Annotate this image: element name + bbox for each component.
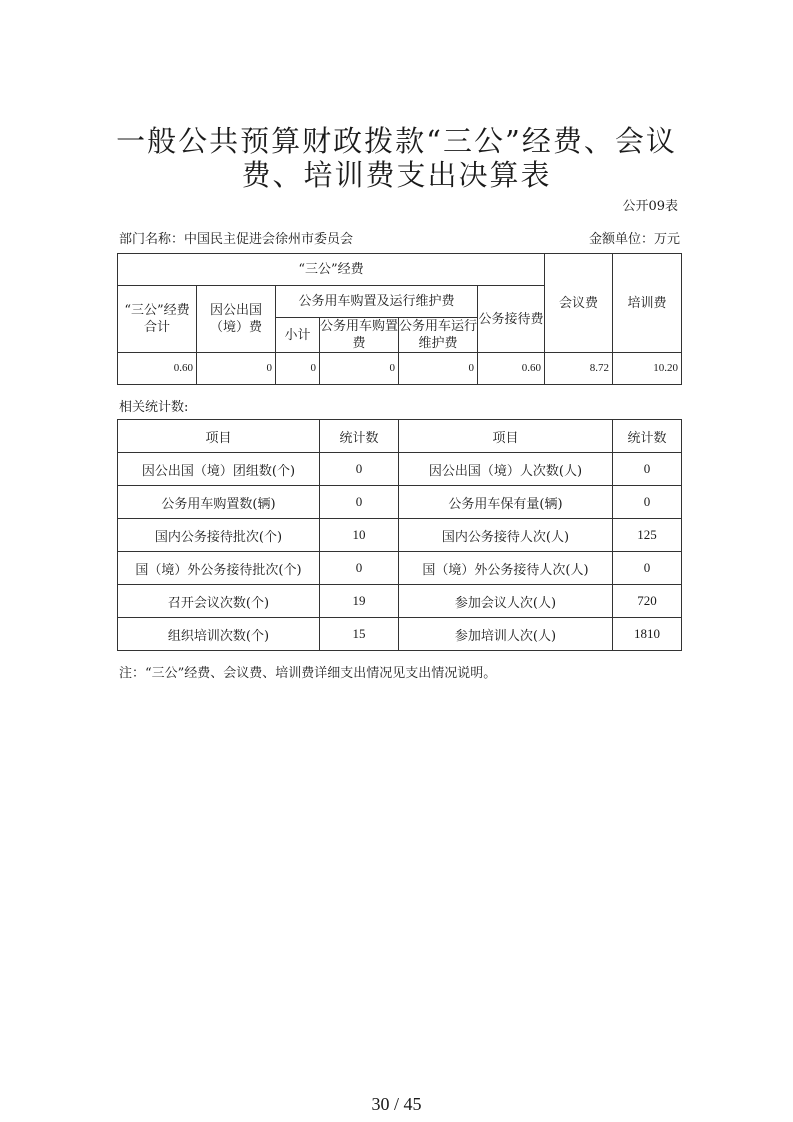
page-number: 30 / 45 bbox=[371, 1094, 422, 1114]
header-meeting-fee: 会议费 bbox=[545, 254, 613, 353]
stats-header-item: 项目 bbox=[399, 420, 613, 453]
stats-value: 0 bbox=[613, 453, 682, 486]
stats-header-count: 统计数 bbox=[320, 420, 399, 453]
stats-item: 国内公务接待批次(个) bbox=[118, 519, 320, 552]
table-row bbox=[118, 618, 682, 651]
stats-header-count: 统计数 bbox=[613, 420, 682, 453]
stats-value: 10 bbox=[320, 519, 399, 552]
header-training-fee: 培训费 bbox=[613, 254, 682, 353]
stats-value: 15 bbox=[320, 618, 399, 651]
amount-unit: 金额单位：万元 bbox=[588, 232, 680, 247]
value-meeting-fee: 8.72 bbox=[545, 353, 613, 385]
header-sangong-total: “三公”经费合计 bbox=[118, 286, 197, 353]
value-reception-fee: 0.60 bbox=[478, 353, 545, 385]
value-car-subtotal: 0 bbox=[276, 353, 320, 385]
stats-item: 组织培训次数(个) bbox=[118, 618, 320, 651]
table-row bbox=[118, 585, 682, 618]
department-name: 部门名称：中国民主促进会徐州市委员会 bbox=[119, 232, 354, 247]
header-sangong: “三公”经费 bbox=[118, 254, 545, 286]
footnote: 注：“三公”经费、会议费、培训费详细支出情况见支出情况说明。 bbox=[119, 666, 497, 681]
stats-value: 0 bbox=[613, 486, 682, 519]
value-sangong-total: 0.60 bbox=[118, 353, 197, 385]
stats-header-item: 项目 bbox=[118, 420, 320, 453]
stats-value: 125 bbox=[613, 519, 682, 552]
header-car-running: 公务用车运行维护费 bbox=[399, 319, 478, 351]
stats-table bbox=[117, 419, 682, 651]
header-reception-fee: 公务接待费 bbox=[478, 286, 545, 353]
value-car-running: 0 bbox=[399, 353, 478, 385]
header-car-purchase: 公务用车购置费 bbox=[320, 319, 399, 351]
stats-item: 召开会议次数(个) bbox=[118, 585, 320, 618]
stats-value: 0 bbox=[613, 552, 682, 585]
header-car-fee: 公务用车购置及运行维护费 bbox=[276, 286, 478, 318]
stats-value: 0 bbox=[320, 486, 399, 519]
form-number: 公开09表 bbox=[622, 199, 678, 214]
header-subtotal: 小计 bbox=[276, 318, 320, 353]
stats-item: 因公出国（境）人次数(人) bbox=[399, 453, 613, 486]
stats-item: 公务用车保有量(辆) bbox=[399, 486, 613, 519]
stats-item: 参加培训人次(人) bbox=[399, 618, 613, 651]
stats-item: 参加会议人次(人) bbox=[399, 585, 613, 618]
stats-value: 720 bbox=[613, 585, 682, 618]
stats-label: 相关统计数: bbox=[119, 400, 189, 415]
stats-value: 1810 bbox=[613, 618, 682, 651]
table-row bbox=[118, 552, 682, 585]
stats-item: 因公出国（境）团组数(个) bbox=[118, 453, 320, 486]
table-row bbox=[118, 453, 682, 486]
stats-value: 0 bbox=[320, 552, 399, 585]
header-abroad-fee: 因公出国（境）费 bbox=[197, 286, 276, 353]
stats-item: 国（境）外公务接待批次(个) bbox=[118, 552, 320, 585]
expense-table bbox=[117, 253, 682, 385]
stats-value: 19 bbox=[320, 585, 399, 618]
page-title: 一般公共预算财政拨款“三公”经费、会议费、培训费支出决算表 bbox=[116, 124, 677, 192]
stats-item: 国内公务接待人次(人) bbox=[399, 519, 613, 552]
value-abroad-fee: 0 bbox=[197, 353, 276, 385]
value-car-purchase: 0 bbox=[320, 353, 399, 385]
value-training-fee: 10.20 bbox=[613, 353, 682, 385]
table-row bbox=[118, 519, 682, 552]
table-row bbox=[118, 486, 682, 519]
stats-value: 0 bbox=[320, 453, 399, 486]
stats-item: 国（境）外公务接待人次(人) bbox=[399, 552, 613, 585]
stats-item: 公务用车购置数(辆) bbox=[118, 486, 320, 519]
